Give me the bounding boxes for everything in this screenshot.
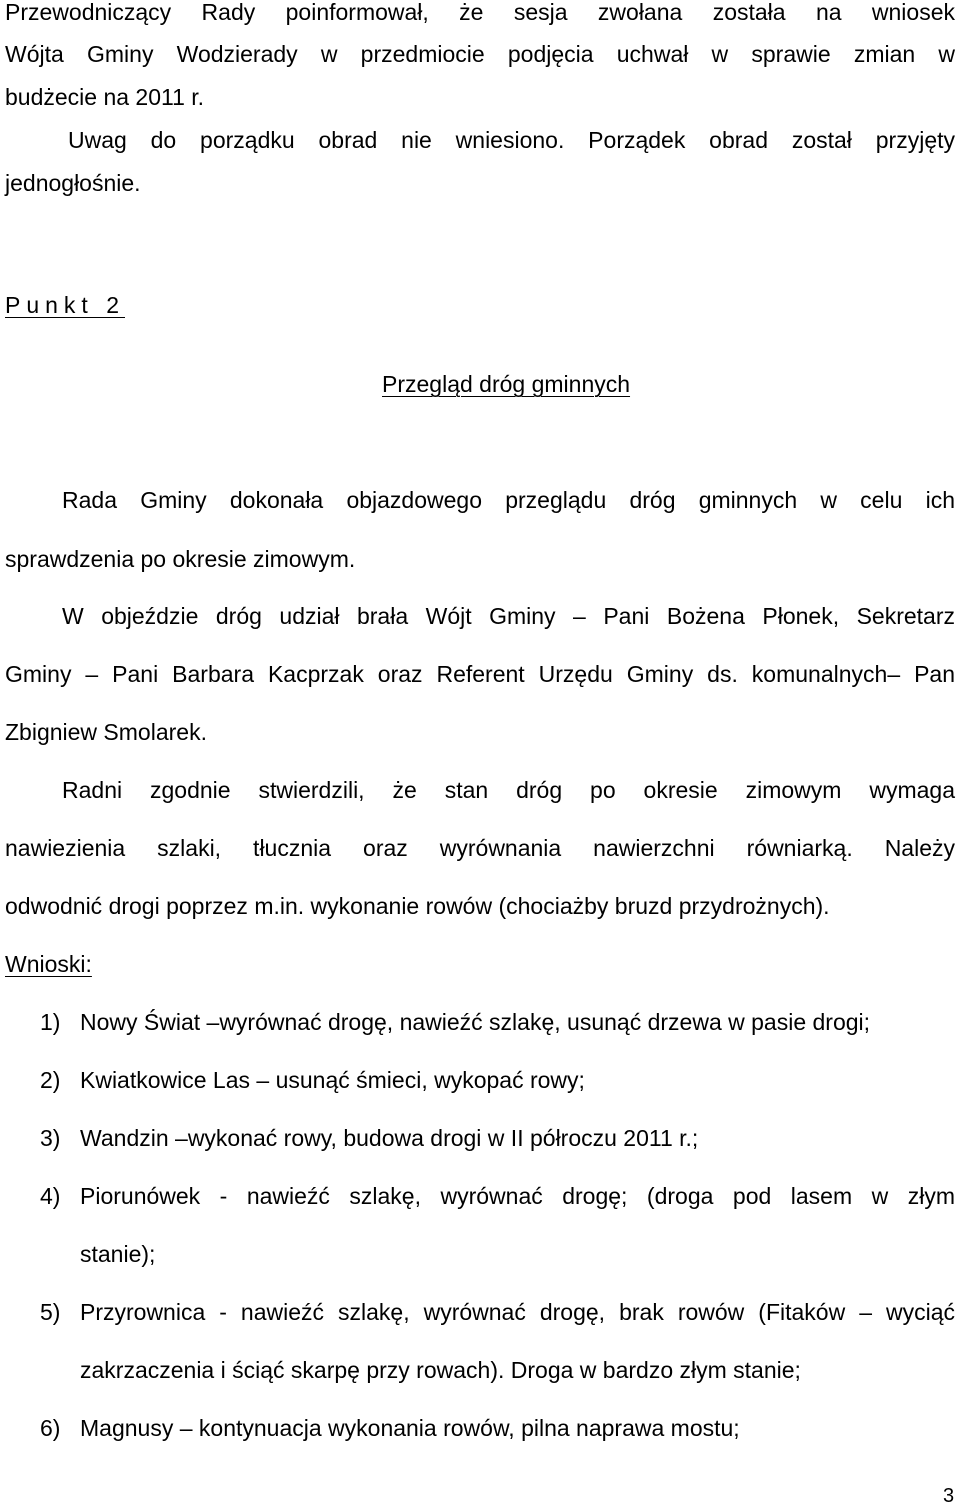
- conclusions-label: Wnioski:: [5, 951, 92, 977]
- intro-line-3: budżecie na 2011 r.: [5, 84, 205, 110]
- paragraph-1-line-1: Rada Gminy dokonała objazdowego przeglądu dróg gminnych w celu ich: [62, 487, 955, 513]
- list-item-number: 6): [40, 1415, 61, 1441]
- intro-line-2: Wójta Gminy Wodzierady w przedmiocie podjęcia uchwał w sprawie zmian w: [5, 41, 955, 67]
- intro-line-1: Przewodniczący Rady poinformował, że sesja zwołana została na wniosek: [5, 0, 955, 25]
- intro-line-4: Uwag do porządku obrad nie wniesiono. Porządek obrad został przyjęty: [68, 127, 955, 153]
- list-item-text-continued: stanie);: [80, 1241, 156, 1267]
- paragraph-1-line-2: sprawdzenia po okresie zimowym.: [5, 546, 356, 572]
- list-item-text: Magnusy – kontynuacja wykonania rowów, pilna naprawa mostu;: [80, 1415, 740, 1441]
- list-item-number: 5): [40, 1299, 61, 1325]
- list-item-text: Przyrownica - nawieźć szlakę, wyrównać drogę, brak rowów (Fitaków – wyciąć: [80, 1299, 955, 1325]
- paragraph-2-line-1: W objeździe dróg udział brała Wójt Gminy – Pani Bożena Płonek, Sekretarz: [62, 603, 955, 629]
- list-item-text: Nowy Świat –wyrównać drogę, nawieźć szlakę, usunąć drzewa w pasie drogi;: [80, 1009, 871, 1035]
- list-item-number: 4): [40, 1183, 61, 1209]
- paragraph-3-line-2: nawiezienia szlaki, tłucznia oraz wyrównania nawierzchni równiarką. Należy: [5, 835, 955, 861]
- list-item-number: 3): [40, 1125, 61, 1151]
- section-title: Przegląd dróg gminnych: [382, 371, 631, 397]
- list-item-text: Wandzin –wykonać rowy, budowa drogi w II półroczu 2011 r.;: [80, 1125, 699, 1151]
- intro-line-5: jednogłośnie.: [5, 170, 141, 196]
- list-item-number: 2): [40, 1067, 61, 1093]
- list-item-text: Kwiatkowice Las – usunąć śmieci, wykopać rowy;: [80, 1067, 585, 1093]
- paragraph-3-line-3: odwodnić drogi poprzez m.in. wykonanie rowów (chociażby bruzd przydrożnych).: [5, 893, 830, 919]
- paragraph-2-line-2: Gminy – Pani Barbara Kacprzak oraz Referent Urzędu Gminy ds. komunalnych– Pan: [5, 661, 955, 687]
- page-number: 3: [943, 1485, 955, 1507]
- list-item-text: Piorunówek - nawieźć szlakę, wyrównać drogę; (droga pod lasem w złym: [80, 1183, 955, 1209]
- paragraph-2-line-3: Zbigniew Smolarek.: [5, 719, 207, 745]
- paragraph-3-line-1: Radni zgodnie stwierdzili, że stan dróg po okresie zimowym wymaga: [62, 777, 955, 803]
- section-heading: Punkt 2: [5, 292, 125, 318]
- list-item-text-continued: zakrzaczenia i ściąć skarpę przy rowach). Droga w bardzo złym stanie;: [80, 1357, 801, 1383]
- list-item-number: 1): [40, 1009, 61, 1035]
